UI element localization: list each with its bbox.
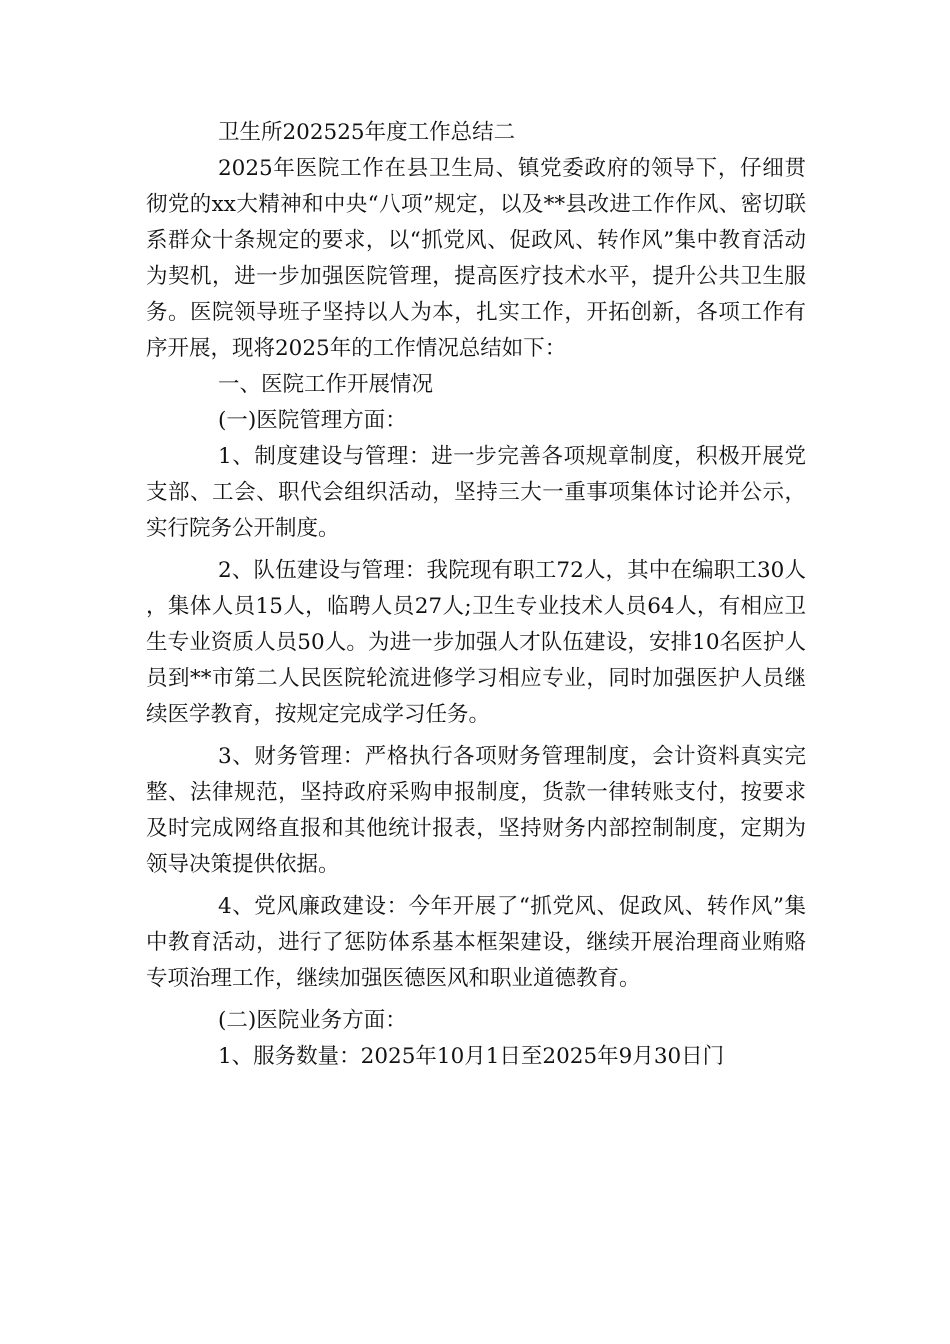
subsection-heading-business: (二)医院业务方面： <box>218 1008 407 1033</box>
paragraph-finance: 3、财务管理：严格执行各项财务管理制度，会计资料真实完整、法律规范，坚持政府采购申报制度，货款一律转账支付，按要求及时完成网络直报和其他统计报表，坚持财务内部控制制度，定期为领导决策提供依据。 <box>146 744 806 877</box>
section-heading-1: 一、医院工作开展情况 <box>218 372 434 397</box>
paragraph-system-building: 1、制度建设与管理：进一步完善各项规章制度，积极开展党支部、工会、职代会组织活动，坚持三大一重事项集体讨论并公示，实行院务公开制度。 <box>146 444 806 541</box>
subsection-heading-management: (一)医院管理方面： <box>218 408 407 433</box>
paragraph-team-building: 2、队伍建设与管理：我院现有职工72人，其中在编职工30人，集体人员15人，临聘人员27人;卫生专业技术人员64人，有相应卫生专业资质人员50人。为进一步加强人才队伍建设，安排10名医护人员到**市第二人民医院轮流进修学习相应专业，同时加强医护人员继续医学教育，按规定完成学习任务。 <box>146 558 806 727</box>
paragraph-service-quantity: 1、服务数量：2025年10月1日至2025年9月30日门 <box>218 1044 725 1069</box>
paragraph-intro: 2025年医院工作在县卫生局、镇党委政府的领导下，仔细贯彻党的xx大精神和中央“八项”规定，以及**县改进工作作风、密切联系群众十条规定的要求，以“抓党风、促政风、转作风”集中教育活动为契机，进一步加强医院管理，提高医疗技术水平，提升公共卫生服务。医院领导班子坚持以人为本，扎实工作，开拓创新，各项工作有序开展，现将2025年的工作情况总结如下： <box>146 156 806 361</box>
document-title: 卫生所202525年度工作总结二 <box>218 120 516 145</box>
document-page <box>146 115 806 1075</box>
paragraph-integrity: 4、党风廉政建设：今年开展了“抓党风、促政风、转作风”集中教育活动，进行了惩防体系基本框架建设，继续开展治理商业贿赂专项治理工作，继续加强医德医风和职业道德教育。 <box>146 894 806 991</box>
